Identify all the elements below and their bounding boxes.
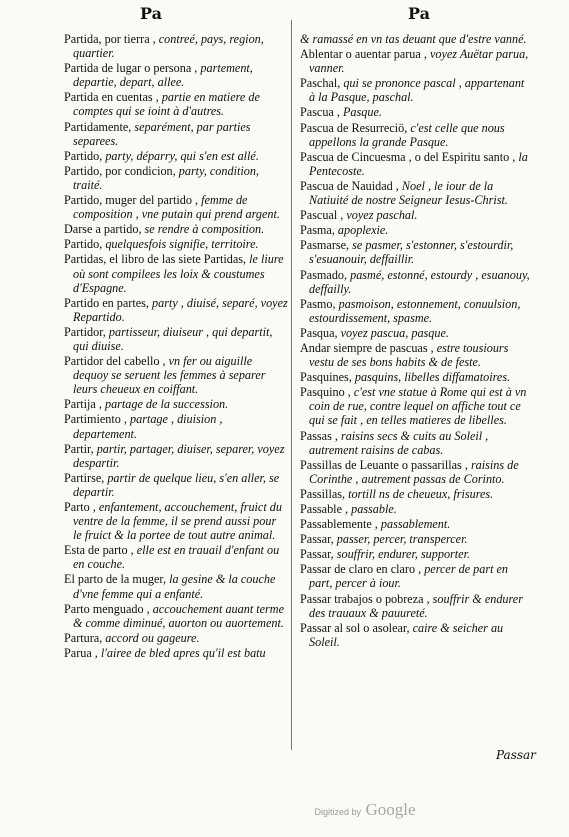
translation: tortill ns de cheueux, frisures.	[348, 486, 494, 501]
headword: Passar,	[300, 532, 337, 547]
translation: voyez pascua, pasque.	[340, 325, 449, 340]
dictionary-entry	[64, 543, 288, 571]
headword: El parto de la muger,	[64, 572, 170, 587]
translation: apoplexie.	[337, 223, 389, 238]
dictionary-entry	[64, 252, 288, 294]
dictionary-entry	[64, 193, 288, 221]
headword: Pasmo,	[300, 296, 339, 311]
headword: Partura,	[64, 630, 106, 645]
dictionary-entry	[300, 268, 532, 296]
translation: c'est vne statue à Rome qui est à vn coin de rue, contre lequel on affiche tout ce qui se fait , en telles matieres de libelles.	[309, 385, 527, 428]
translation: accord ou gageure.	[105, 630, 200, 645]
translation: la gesine & la couche d'vne femme qui a enfanté.	[73, 572, 276, 601]
dictionary-entry	[300, 487, 532, 501]
dictionary-entry	[300, 429, 532, 457]
translation: partir, partager, diuiser, separer, voyez despartir.	[73, 441, 285, 470]
dictionary-entry	[300, 370, 532, 384]
google-logo: Google	[365, 800, 416, 819]
dictionary-entry	[64, 164, 288, 192]
dictionary-entry	[64, 572, 288, 600]
translation: la Pentecoste.	[309, 149, 528, 178]
translation: caire & seicher au Soleil.	[309, 620, 504, 649]
headword: Pascua de Resurreciö,	[300, 120, 411, 135]
headword: Passar al sol o asolear,	[300, 620, 413, 635]
translation: le liure où sont compilees les loix & coustumes d'Espagne.	[73, 252, 284, 295]
dictionary-entry	[64, 471, 288, 499]
dictionary-entry	[300, 562, 532, 590]
translation: estre tousiours vestu de ses bons habits & de feste.	[309, 340, 509, 370]
headword: Darse a partido,	[64, 222, 145, 237]
headword: Pascua de Cincuesma , o del Espiritu santo ,	[300, 149, 519, 164]
dictionary-entry	[300, 532, 532, 546]
headword: Partido en partes,	[64, 295, 152, 310]
dictionary-entry	[64, 149, 288, 163]
dictionary-entry	[300, 208, 532, 222]
headword: Partidor,	[64, 324, 109, 339]
dictionary-entry	[300, 223, 532, 237]
digitized-by-label: Digitized by	[314, 807, 361, 817]
dictionary-entry	[64, 631, 288, 645]
translation: & ramassé en vn tas deuant que d'estre vanné.	[300, 32, 527, 46]
dictionary-entry	[300, 32, 532, 46]
headword: Pasquines,	[300, 370, 355, 385]
translation: l'airee de bled apres qu'il est batu	[100, 645, 266, 660]
translation: party , diuisé, separé, voyez Repartido.	[73, 295, 288, 324]
headword: Pascua ,	[300, 105, 343, 120]
headword: Pascual ,	[300, 208, 347, 223]
headword: Passable ,	[300, 502, 352, 516]
catchword: Passar	[496, 748, 536, 762]
translation: pasmé, estonné, estourdy , esuanouy, deffailly.	[309, 267, 530, 296]
translation: enfantement, accouchement, fruict du ventre de la femme, il se prend aussi pour le fruict & la portee de tout autre animal.	[73, 500, 282, 543]
headword: Passar de claro en claro ,	[300, 562, 425, 577]
translation: Pasque.	[342, 105, 382, 120]
left-column	[64, 32, 288, 661]
headword: Passar,	[300, 547, 337, 562]
translation: pasquins, libelles diffamatoires.	[354, 370, 511, 385]
headword: Pasqua,	[300, 325, 341, 340]
headword: Partija ,	[64, 397, 105, 412]
digitization-footer	[300, 800, 430, 820]
headword: Passas ,	[300, 428, 341, 443]
headword: Pasmado,	[300, 267, 351, 282]
dictionary-entry	[300, 150, 532, 178]
headword: Partida en cuentas ,	[64, 90, 162, 105]
dictionary-entry	[300, 326, 532, 340]
translation: contreé, pays, region, quartier.	[73, 32, 264, 61]
headword: Partidor del cabello ,	[64, 354, 169, 369]
dictionary-entry	[64, 120, 288, 148]
translation: se pasmer, s'estonner, s'estourdir, s'esuanouir, deffaillir.	[309, 238, 514, 267]
dictionary-entry	[300, 179, 532, 207]
headword: Pasma,	[300, 223, 338, 238]
headword: Pasmarse,	[300, 238, 353, 253]
dictionary-entry	[300, 297, 532, 325]
dictionary-entry	[64, 61, 288, 89]
translation: raisins de Corinthe , autrement passas de Corinto.	[309, 457, 519, 486]
right-running-head: Pa	[408, 4, 430, 23]
headword: Esta de parto ,	[64, 543, 137, 558]
headword: Passillas de Leuante o passarillas ,	[300, 457, 471, 472]
translation: party, déparry, qui s'en est allé.	[105, 148, 259, 163]
dictionary-entry	[300, 458, 532, 486]
translation: percer de part en part, percer à iour.	[309, 562, 509, 591]
dictionary-entry	[64, 222, 288, 236]
dictionary-entry	[64, 602, 288, 630]
dictionary-entry	[300, 121, 532, 149]
dictionary-entry	[300, 238, 532, 266]
translation: passer, percer, transpercer.	[336, 532, 468, 547]
dictionary-entry	[300, 517, 532, 531]
dictionary-entry	[300, 47, 532, 75]
headword: Partido, por condicion,	[64, 163, 179, 178]
column-divider	[291, 20, 292, 750]
translation: pasmoison, estonnement, conuulsion, estourdissement, spasme.	[309, 296, 521, 325]
headword: Ablentar o auentar parua ,	[300, 47, 430, 62]
translation: souffrir & endurer des trauaux & pauureté.	[309, 591, 523, 620]
headword: Partir,	[64, 441, 97, 456]
dictionary-entry	[300, 502, 532, 516]
translation: voyez Auëtar parua, vanner.	[309, 47, 529, 76]
translation: partage , diuision , departement.	[73, 412, 223, 441]
translation: partie en matiere de comptes qui se ioint à d'autres.	[73, 90, 260, 119]
dictionary-entry	[64, 354, 288, 396]
translation: Noel , le iour de la Natiuité de nostre Seigneur Iesus-Christ.	[309, 178, 508, 208]
right-column	[300, 32, 532, 650]
headword: Partido,	[64, 237, 106, 252]
translation: passablement.	[380, 517, 451, 532]
headword: Partidas, el libro de las siete Partidas,	[64, 252, 250, 267]
headword: Partido, muger del partido ,	[64, 193, 202, 208]
dictionary-entry	[300, 621, 532, 649]
dictionary-entry	[300, 341, 532, 369]
dictionary-entry	[64, 296, 288, 324]
dictionary-entry	[64, 412, 288, 440]
dictionary-entry	[300, 547, 532, 561]
translation: partisseur, diuiseur , qui departit, qui diuise.	[73, 324, 273, 353]
headword: Passillas,	[300, 486, 349, 501]
dictionary-entry	[64, 32, 288, 60]
headword: Partida de lugar o persona ,	[64, 61, 201, 76]
headword: Parto menguado ,	[64, 601, 153, 616]
translation: party, condition, traité.	[73, 163, 259, 192]
dictionary-entry	[300, 76, 532, 104]
headword: Parto ,	[64, 500, 99, 514]
headword: Partimiento ,	[64, 412, 131, 427]
translation: se rendre à composition.	[144, 222, 265, 237]
translation: partage de la succession.	[104, 397, 229, 412]
dictionary-entry	[300, 105, 532, 119]
dictionary-entry	[300, 592, 532, 620]
dictionary-entry	[64, 500, 288, 542]
left-running-head: Pa	[140, 4, 162, 23]
headword: Partido,	[64, 148, 106, 163]
translation: c'est celle que nous appellons la grande Pasque.	[309, 120, 505, 149]
headword: Pascua de Nauidad ,	[300, 178, 402, 193]
headword: Paschal,	[300, 76, 344, 91]
translation: quelquesfois signifie, territoire.	[105, 237, 259, 252]
translation: partement, departie, depart, allee.	[73, 61, 253, 90]
translation: voyez paschal.	[346, 208, 418, 223]
headword: Partirse,	[64, 470, 108, 485]
translation: vn fer ou aiguille dequoy se seruent les femmes à separer leurs cheueux en coiffant.	[73, 354, 266, 397]
translation: elle est en trauail d'enfant ou en couche.	[73, 543, 280, 572]
translation: separément, par parties separees.	[73, 119, 251, 148]
headword: Partida, por tierra ,	[64, 32, 159, 46]
translation: partir de quelque lieu, s'en aller, se departir.	[73, 470, 280, 499]
headword: Andar siempre de pascuas ,	[300, 340, 437, 355]
dictionary-entry	[64, 397, 288, 411]
translation: raisins secs & cuits au Soleil , autrement raisins de cabas.	[309, 428, 489, 457]
dictionary-entry	[64, 90, 288, 118]
dictionary-entry	[64, 325, 288, 353]
dictionary-entry	[300, 385, 532, 427]
dictionary-entry	[64, 442, 288, 470]
headword: Partidamente,	[64, 119, 135, 134]
headword: Pasquino ,	[300, 385, 354, 400]
translation: accouchement auant terme & comme diminué, auorton ou auortement.	[73, 601, 284, 630]
translation: femme de composition , vne putain qui prend argent.	[73, 193, 280, 222]
translation: souffrir, endurer, supporter.	[336, 547, 471, 562]
headword: Passar trabajos o pobreza ,	[300, 591, 433, 606]
translation: passable.	[351, 502, 397, 516]
dictionary-entry	[64, 646, 288, 660]
dictionary-entry	[64, 237, 288, 251]
headword: Parua ,	[64, 645, 101, 660]
translation: qui se prononce pascal , appartenant à la Pasque, paschal.	[309, 76, 525, 105]
headword: Passablemente ,	[300, 517, 381, 532]
